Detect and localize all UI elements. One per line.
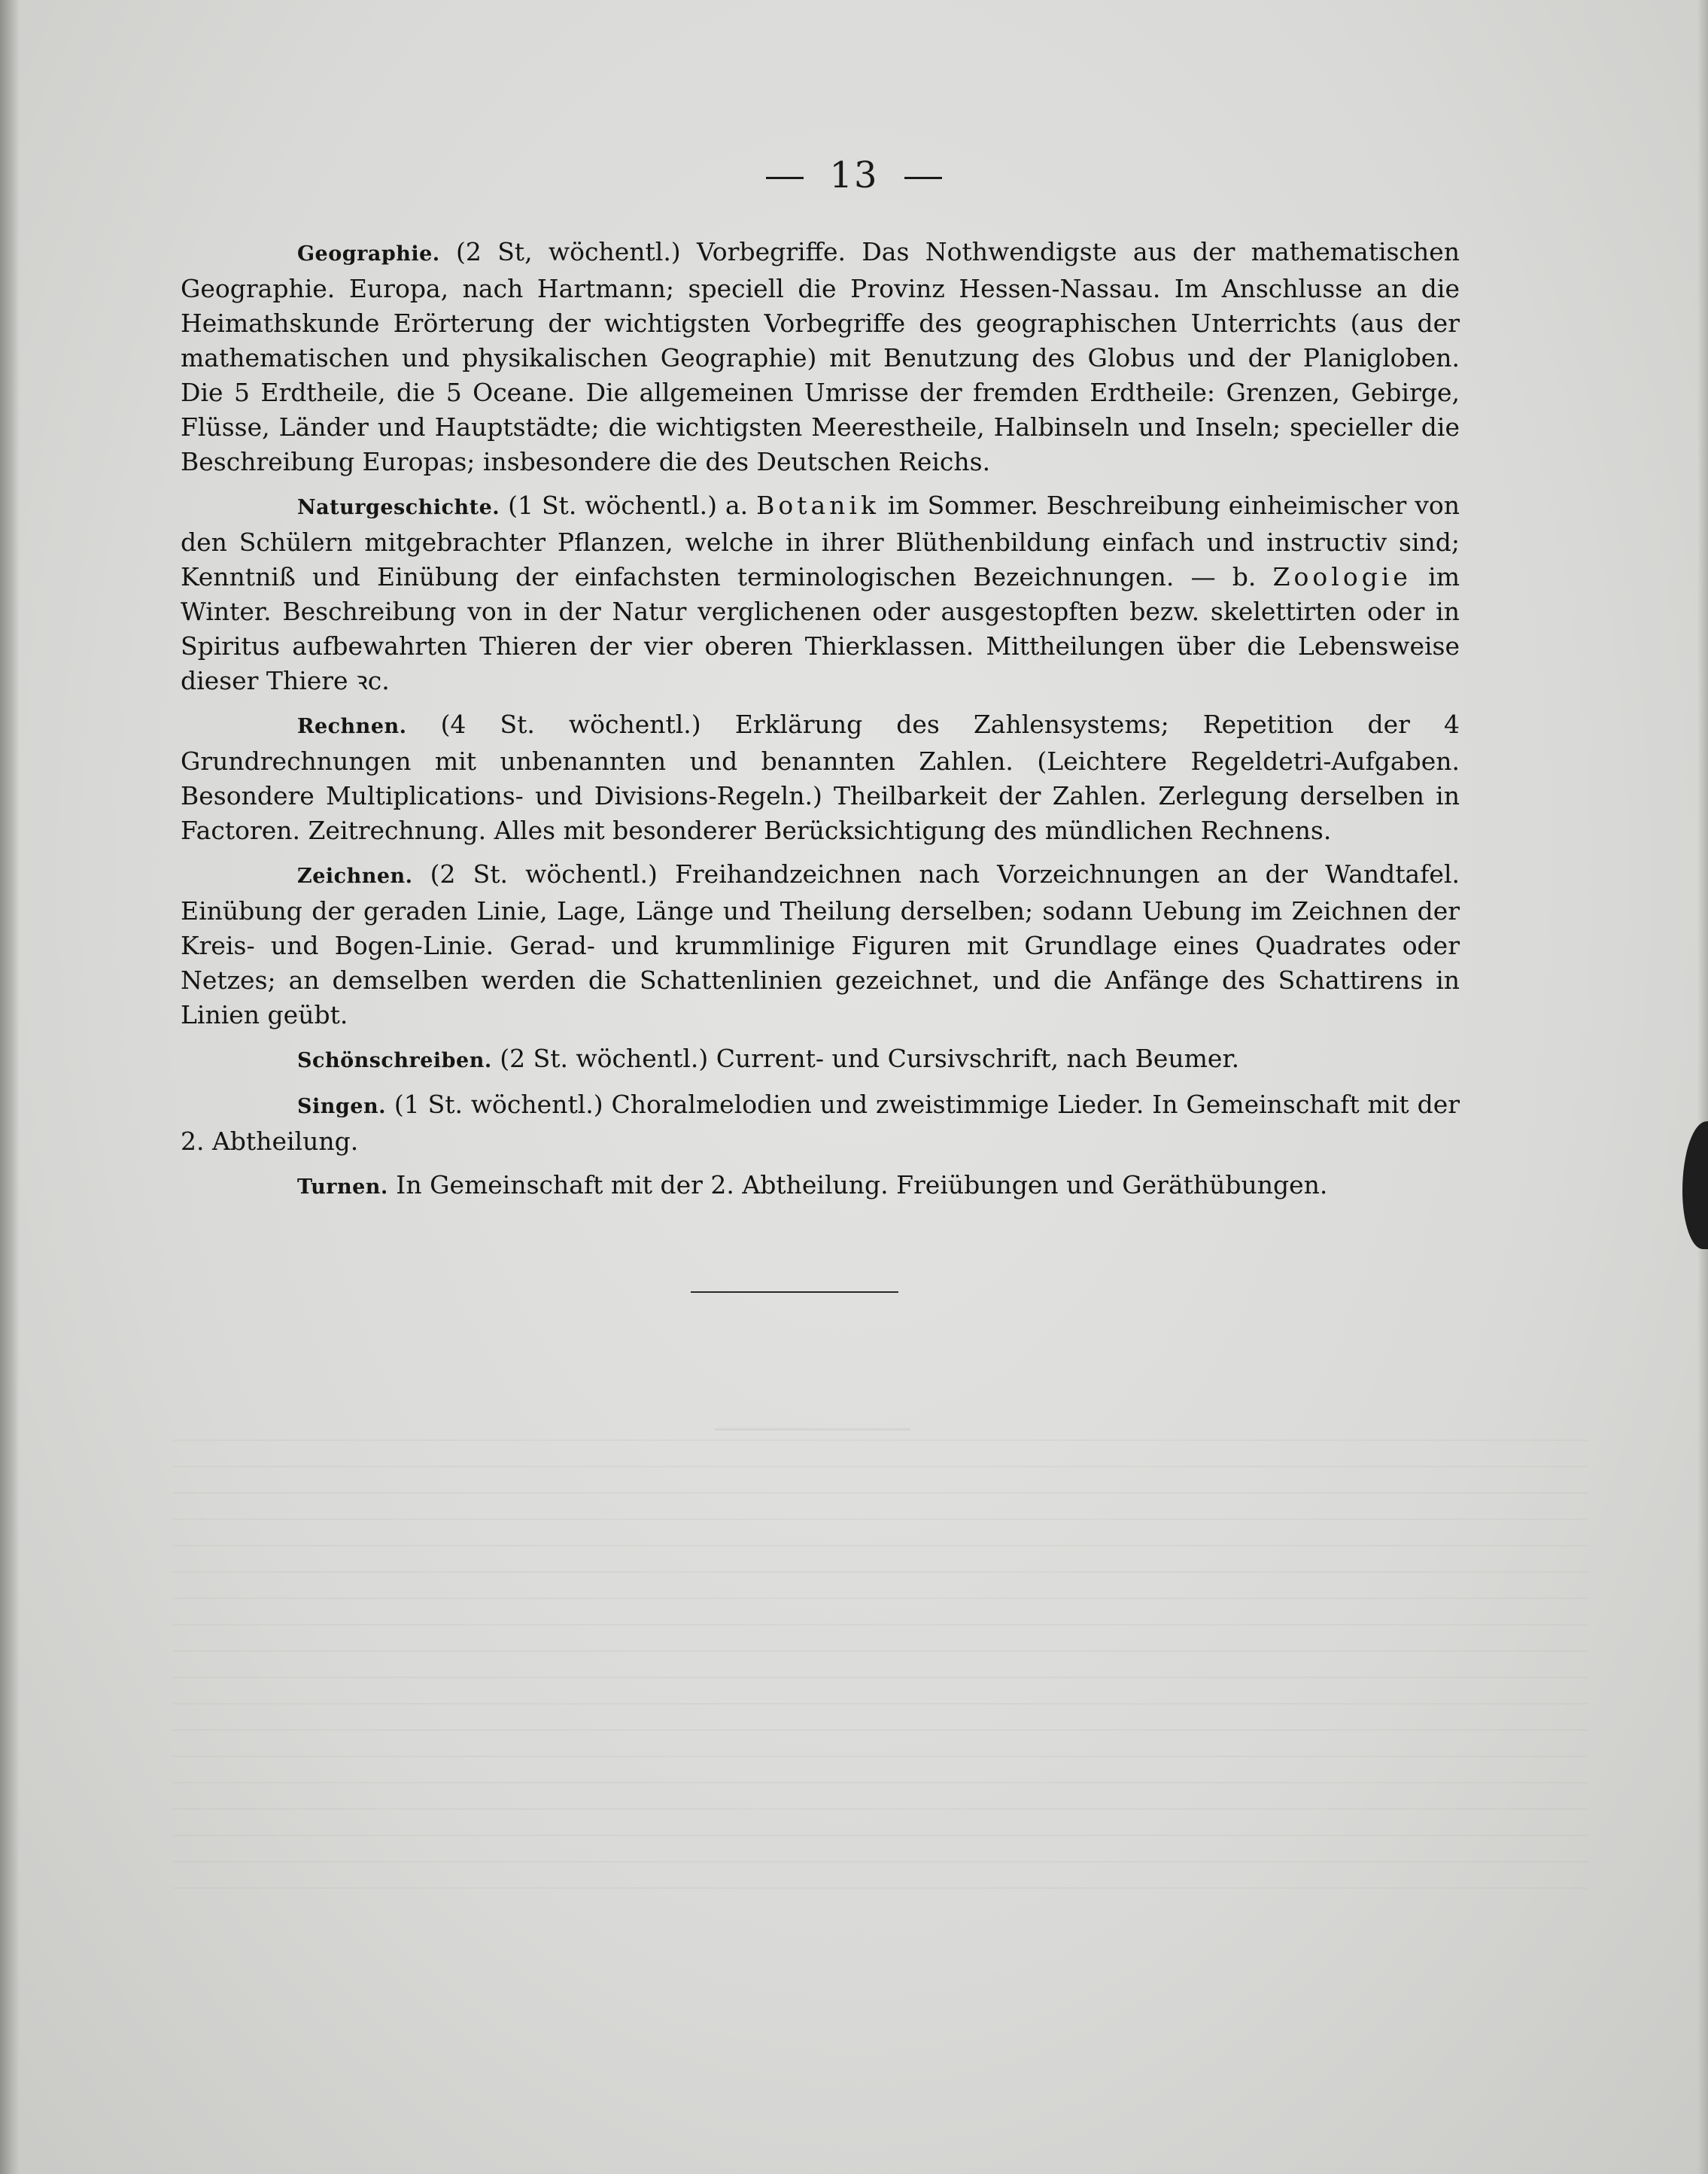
page-edge-shadow [1697,0,1708,2174]
binding-gutter [0,0,20,2174]
paragraph-schoenschreiben [181,1041,1460,1078]
show-through-line [173,1810,1588,1836]
show-through-line [173,1441,1588,1467]
torn-edge [1682,1121,1708,1249]
body-text [181,235,1460,1214]
paragraph-text: (2 St. wöchentl.) Freihandzeichnen nach Vorzeichnungen an der Wandtafel. Einübung der geraden Linie, Lage, Länge und Theilung derselben; sodann Uebung im Zeichnen der Kreis- und Bogen-Linie. Gerad- und krummlinige Figuren mit Grundlage eines Quadrates oder Netzes; an demselben werden die Schattenlinien gezeichnet, und die Anfänge des Schattirens in Linien geübt. [181,859,1460,1029]
subject-heading: Schönschreiben. [297,1049,492,1072]
paragraph-text-part-b: im Sommer. Beschreibung einheimischer von den Schülern mitgebrachter Pflanzen, welche in ihrer Blüthenbildung einfach und instructiv sind; Kenntniß und Einübung der einfachsten terminologischen Bezeichnungen. — b. [181,491,1460,591]
paragraph-singen [181,1087,1460,1159]
show-through-line [173,1625,1588,1652]
paragraph-text: (1 St. wöchentl.) Choralmelodien und zweistimmige Lieder. In Gemeinschaft mit der 2. Abtheilung. [181,1090,1460,1156]
show-through-line [173,1862,1588,1889]
reverse-page-show-through [173,1415,1588,1889]
show-through-line [173,1704,1588,1731]
show-through-line [173,1836,1588,1862]
page-number-value: 13 [829,154,879,196]
show-through-line [173,1731,1588,1757]
show-through-line [173,1546,1588,1573]
subject-heading: Singen. [297,1095,386,1118]
paragraph-naturgeschichte [181,488,1460,698]
subject-heading: Naturgeschichte. [297,496,500,519]
paragraph-text-part-c: im Winter. Beschreibung von in der Natur verglichenen oder ausgestopften bezw. skelettirten oder in Spiritus aufbewahrten Thieren der vier oberen Thierklassen. Mittheilungen über die Lebensweise dieser Thiere ꝛc. [181,562,1460,695]
subject-heading: Zeichnen. [297,865,413,888]
show-through-line [173,1783,1588,1810]
show-through-line [173,1467,1588,1494]
show-through-line [173,1652,1588,1678]
paragraph-zeichnen [181,857,1460,1032]
paragraph-text: (4 St. wöchentl.) Erklärung des Zahlensystems; Repetition der 4 Grundrechnungen mit unbenannten und benannten Zahlen. (Leichtere Regeldetri-Aufgaben. Besondere Multiplications- und Divisions-Regeln.) Theilbarkeit der Zahlen. Zerlegung derselben in Factoren. Zeitrechnung. Alles mit besonderer Berücksichtigung des mündlichen Rechnens. [181,710,1460,845]
paragraph-text: In Gemeinschaft mit der 2. Abtheilung. Freiübungen und Geräthübungen. [387,1170,1328,1200]
paragraph-text: (2 St. wöchentl.) Current- und Cursivschrift, nach Beumer. [491,1044,1240,1073]
show-through-line [173,1494,1588,1520]
paragraph-turnen [181,1168,1460,1205]
subject-heading: Turnen. [297,1175,388,1199]
show-through-line [173,1415,1588,1441]
subject-heading: Geographie. [297,242,440,266]
paragraph-rechnen [181,707,1460,848]
show-through-line [173,1678,1588,1704]
page-number-dash-left [766,177,804,179]
paragraph-text: (2 St, wöchentl.) Vorbegriffe. Das Nothwendigste aus der mathematischen Geographie. Europa, nach Hartmann; speciell die Provinz Hessen-Nassau. Im Anschlusse an die Heimathskunde Erörterung der wichtigsten Vorbegriffe des geographischen Unterrichts (aus der mathematischen und physikalischen Geographie) mit Benutzung des Globus und der Planigloben. Die 5 Erdtheile, die 5 Oceane. Die allgemeinen Umrisse der fremden Erdtheile: Grenzen, Gebirge, Flüsse, Länder und Hauptstädte; die wichtigsten Meerestheile, Halbinseln und Inseln; specieller die Beschreibung Europas; insbesondere die des Deutschen Reichs. [181,237,1460,476]
section-divider [691,1291,898,1293]
paragraph-text-part-a: (1 St. wöchentl.) a. [500,491,757,520]
page-number [0,154,1708,196]
show-through-line [173,1520,1588,1546]
show-through-line [173,1757,1588,1783]
show-through-line [173,1573,1588,1599]
paragraph-geographie [181,235,1460,479]
subject-heading: Rechnen. [297,715,407,738]
show-through-line [173,1599,1588,1625]
spaced-term-zoologie: Zoologie [1272,562,1412,591]
page-number-dash-right [904,177,942,179]
spaced-term-botanik: Botanik [756,491,880,520]
